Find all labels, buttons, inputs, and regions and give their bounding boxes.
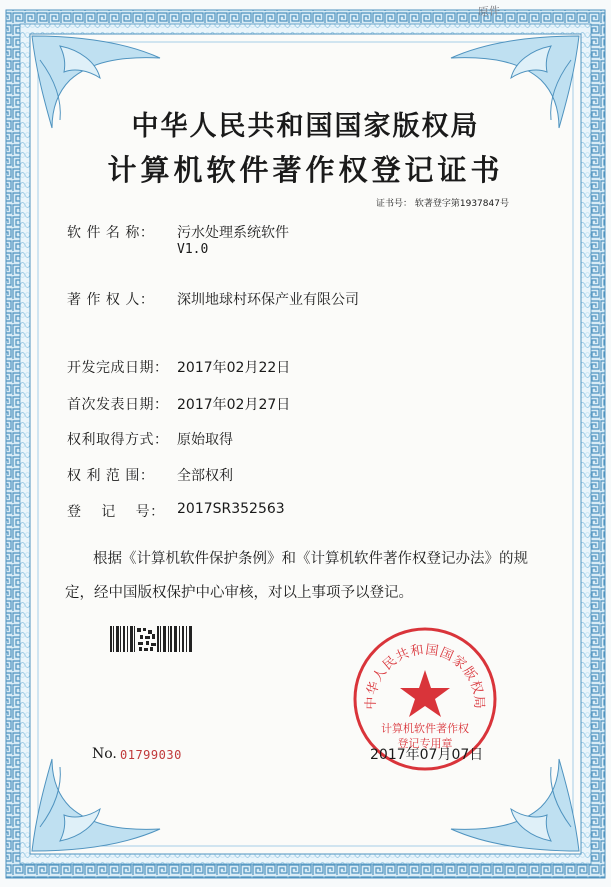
field-value-version: V1.0 [177, 242, 209, 257]
issuing-authority-title: 中华人民共和国国家版权局 [131, 111, 480, 142]
field-label-registration-no: 登 记 号： [67, 504, 165, 520]
seal-inner-line1: 计算机软件著作权 [381, 722, 469, 735]
seal-arc-text: 中华人民共和国国家版权局 [363, 642, 487, 710]
field-value-copyright-owner: 深圳地球村环保产业有限公司 [177, 292, 359, 308]
field-value-completion-date: 2017年02月22日 [177, 360, 291, 376]
serial-number: 01799030 [120, 748, 182, 762]
seal-star-icon [400, 670, 450, 717]
seal-inner-line2: 登记专用章 [397, 737, 453, 750]
field-label-publication-date: 首次发表日期： [67, 397, 169, 413]
barcode-image [110, 624, 194, 654]
field-label-acquisition-method: 权利取得方式： [67, 432, 169, 448]
field-label-rights-scope: 权 利 范 围： [67, 468, 155, 484]
certificate-title: 计算机软件著作权登记证书 [107, 153, 504, 187]
field-value-software-name: 污水处理系统软件 [177, 225, 289, 241]
field-label-completion-date: 开发完成日期： [67, 360, 169, 376]
serial-label: No. [92, 746, 117, 762]
field-value-registration-no: 2017SR352563 [177, 501, 285, 517]
field-label-copyright-owner: 著 作 权 人： [67, 292, 155, 308]
statement-paragraph: 根据《计算机软件保护条例》和《计算机软件著作权登记办法》的规定，经中国版权保护中心审核，对以上事项予以登记。 [65, 551, 528, 601]
handwritten-note: 原件 [477, 4, 501, 19]
field-label-software-name: 软 件 名 称： [67, 225, 155, 241]
issue-date: 2017年07月07日 [370, 747, 484, 763]
certificate-number: 证书号： 软著登字第1937847号 [376, 199, 509, 209]
field-value-acquisition-method: 原始取得 [177, 432, 233, 448]
field-value-publication-date: 2017年02月27日 [177, 397, 291, 413]
field-value-rights-scope: 全部权利 [177, 468, 233, 484]
